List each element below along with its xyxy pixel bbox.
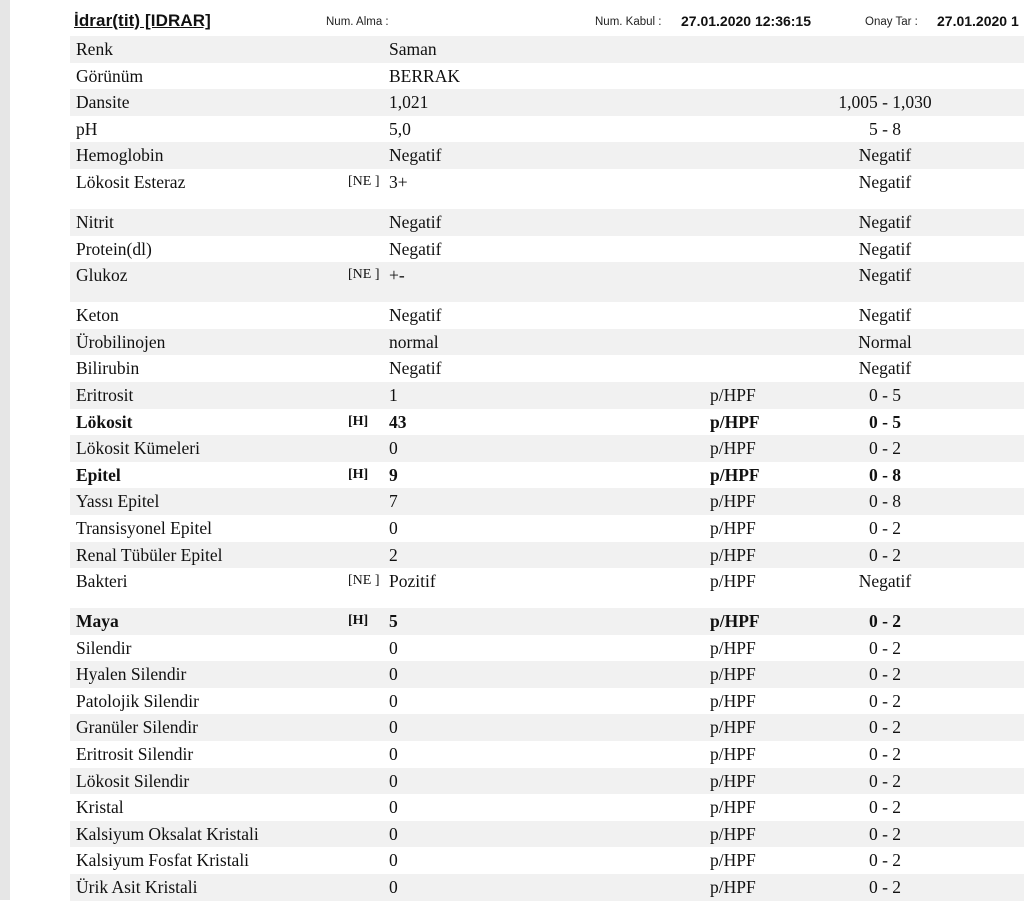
result-value: 7 [389, 491, 398, 512]
reference-range: 0 - 8 [868, 464, 902, 485]
result-value: 0 [389, 438, 398, 459]
result-flag [348, 874, 382, 877]
result-value: Saman [389, 39, 437, 59]
result-flag [348, 542, 382, 545]
table-row [70, 262, 1024, 302]
test-name: Ürobilinojen [76, 331, 166, 352]
test-name: Yassı Epitel [76, 491, 160, 512]
result-unit: p/HPF [710, 384, 756, 405]
result-flag [348, 209, 382, 212]
table-row [70, 63, 1024, 90]
table-row [70, 382, 1024, 409]
table-row [70, 714, 1024, 741]
onay-label: Onay Tar : [865, 16, 918, 28]
result-flag [348, 741, 382, 744]
table-row [70, 329, 1024, 356]
result-unit: p/HPF [710, 877, 756, 898]
test-name: Bakteri [76, 571, 128, 592]
result-flag: [NE ] [348, 573, 380, 589]
reference-range: 0 - 8 [868, 491, 902, 512]
reference-range: Negatif [858, 305, 912, 326]
table-row [70, 302, 1024, 329]
table-row [70, 435, 1024, 462]
table-row [70, 768, 1024, 795]
reference-range: 0 - 2 [868, 637, 902, 658]
table-row [70, 741, 1024, 768]
result-unit: p/HPF [710, 438, 756, 459]
table-row [70, 608, 1024, 635]
result-value: 5 [389, 611, 398, 632]
test-name: Dansite [76, 92, 130, 113]
result-value: Negatif [389, 358, 442, 379]
reference-range: Negatif [858, 171, 912, 192]
result-flag [348, 116, 382, 119]
result-value: 9 [389, 464, 398, 485]
table-row [70, 209, 1024, 236]
reference-range: 5 - 8 [868, 118, 902, 139]
result-unit: p/HPF [710, 797, 756, 818]
result-flag: [H] [348, 613, 369, 629]
result-value: 0 [389, 664, 398, 685]
table-row [70, 36, 1024, 63]
reference-range: 0 - 2 [868, 770, 902, 791]
reference-range: 0 - 2 [868, 823, 902, 844]
reference-range: 0 - 5 [868, 411, 902, 432]
result-flag [348, 36, 382, 39]
onay-value: 27.01.2020 1 [937, 13, 1019, 29]
result-value: Negatif [389, 238, 442, 259]
test-name: Nitrit [76, 211, 114, 232]
result-value: 1 [389, 384, 398, 405]
test-name: Lökosit [76, 411, 133, 432]
result-value: Negatif [389, 305, 442, 326]
result-value: 0 [389, 797, 398, 818]
result-value: 0 [389, 850, 398, 871]
table-row [70, 116, 1024, 143]
result-value: Negatif [389, 145, 442, 166]
reference-range: 0 - 2 [868, 438, 902, 459]
test-name: Patolojik Silendir [76, 690, 199, 711]
result-unit: p/HPF [710, 664, 756, 685]
reference-range: 0 - 2 [868, 744, 902, 765]
result-unit: p/HPF [710, 744, 756, 765]
reference-range: 0 - 2 [868, 664, 902, 685]
result-unit: p/HPF [710, 491, 756, 512]
test-name: Maya [76, 611, 119, 632]
test-name: Keton [76, 305, 119, 326]
reference-range: Negatif [858, 238, 912, 259]
result-unit: p/HPF [710, 571, 756, 592]
num-alma-label: Num. Alma : [326, 16, 389, 28]
result-flag [348, 847, 382, 850]
reference-range: Negatif [858, 265, 912, 286]
table-row [70, 169, 1024, 209]
test-name: Hemoglobin [76, 145, 164, 166]
result-value: 43 [389, 411, 407, 432]
result-value: 0 [389, 517, 398, 538]
result-flag [348, 302, 382, 305]
table-row [70, 515, 1024, 542]
test-name: Lökosit Kümeleri [76, 438, 200, 459]
test-name: Protein(dl) [76, 238, 152, 259]
result-flag: [NE ] [348, 173, 380, 189]
test-name: Epitel [76, 464, 121, 485]
result-flag [348, 63, 382, 66]
reference-range: 0 - 2 [868, 517, 902, 538]
table-row [70, 688, 1024, 715]
num-kabul-value: 27.01.2020 12:36:15 [681, 13, 811, 29]
table-row [70, 542, 1024, 569]
result-unit: p/HPF [710, 411, 760, 432]
test-name: Ürik Asit Kristali [76, 877, 198, 898]
reference-range: Normal [858, 331, 912, 352]
reference-range: 0 - 5 [868, 384, 902, 405]
result-unit: p/HPF [710, 464, 760, 485]
reference-range: Negatif [858, 358, 912, 379]
test-name: Görünüm [76, 65, 144, 86]
result-flag [348, 488, 382, 491]
result-flag: [NE ] [348, 267, 380, 283]
table-row [70, 794, 1024, 821]
reference-range: 0 - 2 [868, 850, 902, 871]
test-name: Renk [76, 39, 113, 59]
reference-range: 0 - 2 [868, 611, 902, 632]
test-name: Lökosit Silendir [76, 770, 190, 791]
result-value: Negatif [389, 211, 442, 232]
result-value: normal [389, 331, 439, 352]
table-row [70, 821, 1024, 848]
result-unit: p/HPF [710, 611, 760, 632]
result-unit: p/HPF [710, 717, 756, 738]
result-flag [348, 714, 382, 717]
result-flag: [H] [348, 466, 369, 482]
result-unit: p/HPF [710, 544, 756, 565]
test-name: Lökosit Esteraz [76, 171, 186, 192]
result-flag [348, 794, 382, 797]
result-flag [348, 382, 382, 385]
result-flag [348, 142, 382, 145]
reference-range: 0 - 2 [868, 690, 902, 711]
result-flag [348, 661, 382, 664]
result-value: 0 [389, 823, 398, 844]
table-row [70, 874, 1024, 901]
reference-range: 0 - 2 [868, 717, 902, 738]
test-name: Granüler Silendir [76, 717, 198, 738]
table-row [70, 236, 1024, 263]
test-name: Renal Tübüler Epitel [76, 544, 223, 565]
result-value: 0 [389, 877, 398, 898]
test-name: pH [76, 118, 98, 139]
test-name: Glukoz [76, 265, 128, 286]
result-value: 0 [389, 637, 398, 658]
reference-range: 0 - 2 [868, 797, 902, 818]
table-row [70, 488, 1024, 515]
result-flag [348, 821, 382, 824]
result-value: +- [389, 265, 405, 286]
result-value: Pozitif [389, 571, 436, 592]
table-row [70, 409, 1024, 436]
result-flag [348, 435, 382, 438]
result-unit: p/HPF [710, 690, 756, 711]
result-unit: p/HPF [710, 517, 756, 538]
result-unit: p/HPF [710, 637, 756, 658]
test-name: Bilirubin [76, 358, 140, 379]
result-flag [348, 89, 382, 92]
result-flag [348, 768, 382, 771]
table-row [70, 142, 1024, 169]
result-flag [348, 515, 382, 518]
table-row [70, 462, 1024, 489]
result-value: BERRAK [389, 65, 460, 86]
result-value: 0 [389, 717, 398, 738]
test-name: Eritrosit Silendir [76, 744, 194, 765]
test-name: Hyalen Silendir [76, 664, 187, 685]
test-name: Kalsiyum Fosfat Kristali [76, 850, 250, 871]
reference-range: 0 - 2 [868, 877, 902, 898]
reference-range: Negatif [858, 145, 912, 166]
reference-range: 0 - 2 [868, 544, 902, 565]
table-row [70, 847, 1024, 874]
table-row [70, 635, 1024, 662]
result-unit: p/HPF [710, 770, 756, 791]
result-flag: [H] [348, 413, 369, 429]
test-name: Kalsiyum Oksalat Kristali [76, 823, 259, 844]
result-value: 5,0 [389, 118, 411, 139]
table-row [70, 355, 1024, 382]
results-table [70, 36, 1024, 901]
reference-range: Negatif [858, 571, 912, 592]
num-kabul-label: Num. Kabul : [595, 16, 662, 28]
result-value: 0 [389, 690, 398, 711]
result-value: 1,021 [389, 92, 429, 113]
report-header [0, 0, 1024, 36]
test-name: Eritrosit [76, 384, 134, 405]
reference-range: 1,005 - 1,030 [838, 92, 932, 113]
reference-range: Negatif [858, 211, 912, 232]
result-value: 0 [389, 744, 398, 765]
result-unit: p/HPF [710, 823, 756, 844]
test-name: Silendir [76, 637, 132, 658]
result-flag [348, 635, 382, 638]
result-flag [348, 236, 382, 239]
result-value: 0 [389, 770, 398, 791]
table-row [70, 661, 1024, 688]
result-value: 3+ [389, 171, 408, 192]
test-name: Kristal [76, 797, 124, 818]
result-flag [348, 355, 382, 358]
result-value: 2 [389, 544, 398, 565]
table-row [70, 568, 1024, 608]
test-title: İdrar(tit) [IDRAR] [74, 11, 211, 30]
table-row [70, 89, 1024, 116]
page-left-edge [0, 0, 10, 900]
result-flag [348, 329, 382, 332]
result-unit: p/HPF [710, 850, 756, 871]
test-name: Transisyonel Epitel [76, 517, 212, 538]
result-flag [348, 688, 382, 691]
